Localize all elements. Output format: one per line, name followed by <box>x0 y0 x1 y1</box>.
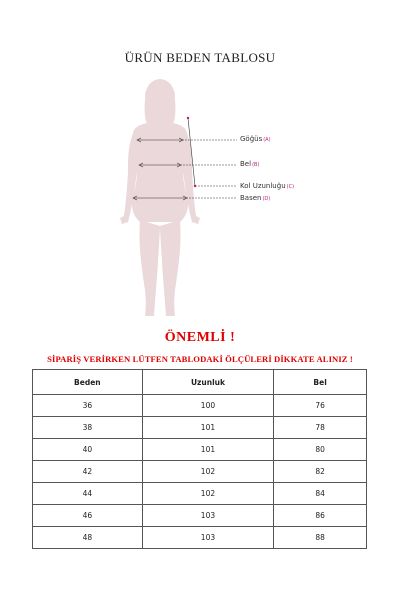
page-title: ÜRÜN BEDEN TABLOSU <box>124 50 276 65</box>
column-header-uzunluk: Uzunluk <box>142 370 273 395</box>
cell-beden: 48 <box>33 527 143 549</box>
cell-beden: 36 <box>33 395 143 417</box>
cell-uzunluk: 102 <box>142 483 273 505</box>
cell-bel: 84 <box>274 483 367 505</box>
table-row <box>33 417 367 439</box>
cell-bel: 88 <box>274 527 367 549</box>
cell-uzunluk: 102 <box>142 461 273 483</box>
cell-beden: 44 <box>33 483 143 505</box>
measurement-label-gogus: Göğüs(A) <box>240 135 271 143</box>
cell-beden: 42 <box>33 461 143 483</box>
table-row <box>33 505 367 527</box>
table-row <box>33 395 367 417</box>
column-header-bel: Bel <box>274 370 367 395</box>
cell-uzunluk: 101 <box>142 439 273 461</box>
warning-text: SİPARİŞ VERİRKEN LÜTFEN TABLODAKİ ÖLÇÜLERİ DİKKATE ALINIZ ! <box>47 354 353 364</box>
table-header-row <box>33 370 367 395</box>
table-row <box>33 483 367 505</box>
table-row <box>33 527 367 549</box>
cell-beden: 46 <box>33 505 143 527</box>
table-row <box>33 439 367 461</box>
size-table <box>32 369 367 549</box>
body-silhouette <box>120 79 200 316</box>
cell-uzunluk: 100 <box>142 395 273 417</box>
cell-bel: 80 <box>274 439 367 461</box>
cell-uzunluk: 103 <box>142 505 273 527</box>
measurement-label-basen: Basen(D) <box>240 194 271 202</box>
cell-bel: 78 <box>274 417 367 439</box>
cell-beden: 38 <box>33 417 143 439</box>
cell-bel: 76 <box>274 395 367 417</box>
measurement-label-bel: Bel(B) <box>240 160 260 168</box>
cell-uzunluk: 103 <box>142 527 273 549</box>
measurement-label-kol-uzunlugu: Kol Uzunluğu(C) <box>240 182 295 190</box>
cell-bel: 82 <box>274 461 367 483</box>
cell-uzunluk: 101 <box>142 417 273 439</box>
important-heading: ÖNEMLİ ! <box>164 330 236 345</box>
table-row <box>33 461 367 483</box>
column-header-beden: Beden <box>33 370 143 395</box>
cell-beden: 40 <box>33 439 143 461</box>
cell-bel: 86 <box>274 505 367 527</box>
